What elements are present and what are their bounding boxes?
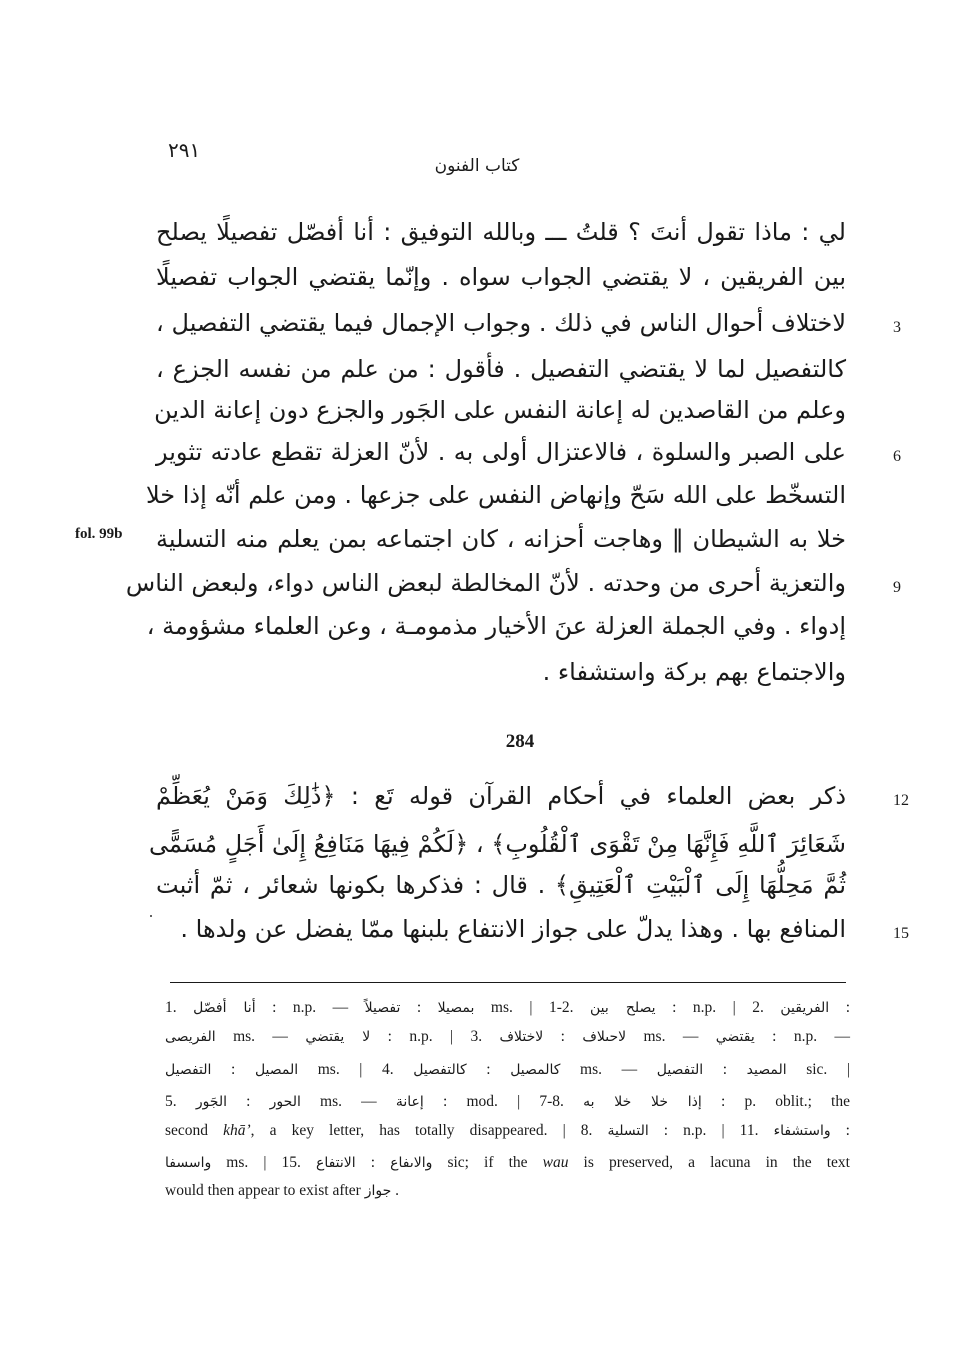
footnote-text: ms. —	[626, 1028, 716, 1045]
arabic-term: يقتضي	[715, 1029, 755, 1045]
footnote-text: sic. |	[786, 1061, 851, 1078]
text-line: ثُمَّ مَحِلُّهَا إِلَى ٱلْبَيْتِ ٱلْعَتِيقِ﴾ . قال : فذكرها بكونها شعائر ، ثمّ أثبت	[156, 871, 846, 899]
text-line: خلا به الشيطان ‖ وهاجت أحزانه ، كان اجتماعه بمن يعلم منه التسلية	[156, 525, 846, 553]
footnote-text: : p. oblit.; the	[701, 1093, 850, 1110]
footnote-line	[165, 1029, 850, 1045]
footnote-rule	[170, 982, 846, 983]
arabic-term: الانتفاع	[315, 1155, 356, 1171]
arabic-term: إعانة	[395, 1094, 424, 1110]
footnote-line	[165, 1062, 850, 1078]
arabic-term: الحور	[269, 1094, 301, 1110]
footnote-text: sic; if the	[432, 1154, 543, 1171]
footnote-text: , a key letter, has totally disappeared. | 8.	[250, 1122, 608, 1139]
text-line: بين الفريقين ، لا يقتضي الجواب سواه . وإنّما يقتضي الجواب تفصيلًا	[156, 263, 846, 291]
footnote-text: khā’	[223, 1122, 251, 1139]
text-line: إدواء . وفي الجملة العزلة عنَ الأخيار مذمومـة ، وعن العلماء مشؤومة ،	[146, 612, 846, 640]
footnote-text: :	[543, 1028, 583, 1045]
line-number: 9	[893, 579, 901, 596]
line-number: 15	[893, 925, 909, 942]
section-number: 284	[505, 731, 535, 752]
arabic-term: المصيد	[746, 1062, 787, 1078]
footnote-line	[165, 1155, 850, 1171]
arabic-term: الجَور	[195, 1094, 227, 1110]
text-line: التسخّط على الله سَحّ وإنهاض النفس على جزعها . ومن علم أنّه إذا خلا	[145, 481, 846, 509]
arabic-term: لا يقتضي	[305, 1029, 371, 1045]
arabic-term: لاحىلاف	[582, 1029, 627, 1045]
arabic-term: التسلية	[607, 1123, 649, 1139]
arabic-term: جواز	[364, 1183, 392, 1199]
text-line: شَعَائِرَ ٱللَّهِ فَإِنَّهَا مِنْ تَقْوَى ٱلْقُلُوبِ﴾ ، ﴿لَكُمْ فِيهَا مَنَافِعُ إِلَىٰ أَجَلٍ مُسَمًّى	[148, 830, 846, 858]
running-head: كتاب الفنون	[434, 156, 520, 176]
footnote-text: :	[355, 1154, 391, 1171]
footnote-text: :	[830, 1122, 850, 1139]
footnote-text: :	[400, 999, 438, 1016]
footnote-text: ms. | 1-2.	[474, 999, 590, 1016]
arabic-term: إذا خلا خلا به	[583, 1094, 702, 1110]
arabic-term: كالتفصيل	[413, 1062, 467, 1078]
footnote-text: is preserved, a lacuna in the text	[568, 1154, 850, 1171]
footnote-line	[165, 1094, 850, 1110]
arabic-term: أنا أفصّل	[193, 1000, 256, 1016]
text-line: كالتفصيل لما لا يقتضي التفصيل . فأقول : من علم من نفسه الجزع ،	[156, 355, 846, 383]
footnote-text: : n.p. | 2.	[655, 999, 781, 1016]
arabic-term: التفصيل	[165, 1062, 212, 1078]
line-number: 3	[893, 319, 901, 336]
footnote-text: 5.	[165, 1093, 196, 1110]
folio-margin-note: fol. 99b	[75, 526, 123, 542]
stray-mark	[150, 915, 152, 917]
arabic-term: واسسفا	[165, 1155, 212, 1171]
line-number: 6	[893, 448, 901, 465]
footnote-text: :	[227, 1093, 270, 1110]
footnote-text: : n.p. | 3.	[370, 1028, 500, 1045]
footnote-text: ms. —	[300, 1093, 396, 1110]
text-line: المنافع بها . وهذا يدلّ على جواز الانتفاع بلبنها ممّا يفضل عن ولدها .	[180, 915, 846, 943]
arabic-term: تفصيلاً	[364, 1000, 401, 1016]
arabic-term: بمصيلا	[437, 1000, 475, 1016]
text-line: لي : ماذا تقول أنتَ ؟ قلتُ ـــ وبالله التوفيق : أنا أفصّل تفصيلًا يصلح	[156, 218, 846, 246]
footnote-text: :	[211, 1061, 255, 1078]
footnote-text: : n.p. | 11.	[648, 1122, 774, 1139]
text-line: والاجتماع بهم بركة واستشفاء .	[542, 658, 846, 686]
arabic-term: كالمصيل	[510, 1062, 561, 1078]
footnote-text: wau	[542, 1154, 569, 1171]
footnote-text: :	[703, 1061, 747, 1078]
arabic-term: واستشفاء	[773, 1123, 831, 1139]
footnote-text: : mod. | 7-8.	[423, 1093, 584, 1110]
arabic-term: المصيل	[254, 1062, 299, 1078]
footnote-text: :	[829, 999, 851, 1016]
text-line: والتعزية أحرى من وحدته . لأنّ المخالطة لبعض الناس دواء، ولبعض الناس	[125, 569, 846, 597]
footnote-text: 1.	[165, 999, 194, 1016]
arabic-term: الفريصى	[165, 1029, 216, 1045]
footnote-line	[165, 1123, 850, 1139]
arabic-term: لاختلاف	[499, 1029, 544, 1045]
text-line: ذكر بعض العلماء في أحكام القرآن قوله تَع : ﴿ذَٰلِكَ وَمَنْ يُعَظِّمْ	[156, 782, 846, 810]
text-line: وعلم من القاصدين له إعانة النفس على الجَور والجزع دون إعانة الدين	[154, 396, 846, 424]
page-number: ٢٩١	[168, 138, 201, 162]
line-number: 12	[893, 792, 909, 809]
footnote-text: ms. —	[215, 1028, 306, 1045]
footnote-text: ms. | 4.	[298, 1061, 414, 1078]
arabic-term: الفريقين	[780, 1000, 830, 1016]
footnote-text: ms. —	[560, 1061, 657, 1078]
footnote-text: second	[165, 1122, 224, 1139]
text-line: لاختلاف أحوال الناس في ذلك . وجواب الإجمال فيما يقتضي التفصيل ،	[156, 309, 846, 337]
footnote-text: : n.p. —	[754, 1028, 850, 1045]
footnote-text: ms. | 15.	[211, 1154, 316, 1171]
footnote-text: .	[391, 1182, 400, 1199]
footnote-text: : n.p. —	[255, 999, 365, 1016]
footnote-text: :	[466, 1061, 511, 1078]
arabic-term: يصلح بين	[590, 1000, 656, 1016]
footnote-text: would then appear to exist after	[165, 1182, 365, 1199]
arabic-term: والاىفاع	[390, 1155, 433, 1171]
text-line: على الصبر والسلوة ، فالاعتزال أولى به . لأنّ العزلة تقطع عادته تثوير	[156, 438, 846, 466]
footnote-line	[165, 1183, 850, 1199]
arabic-term: التفصيل	[656, 1062, 704, 1078]
footnote-line	[165, 1000, 850, 1016]
